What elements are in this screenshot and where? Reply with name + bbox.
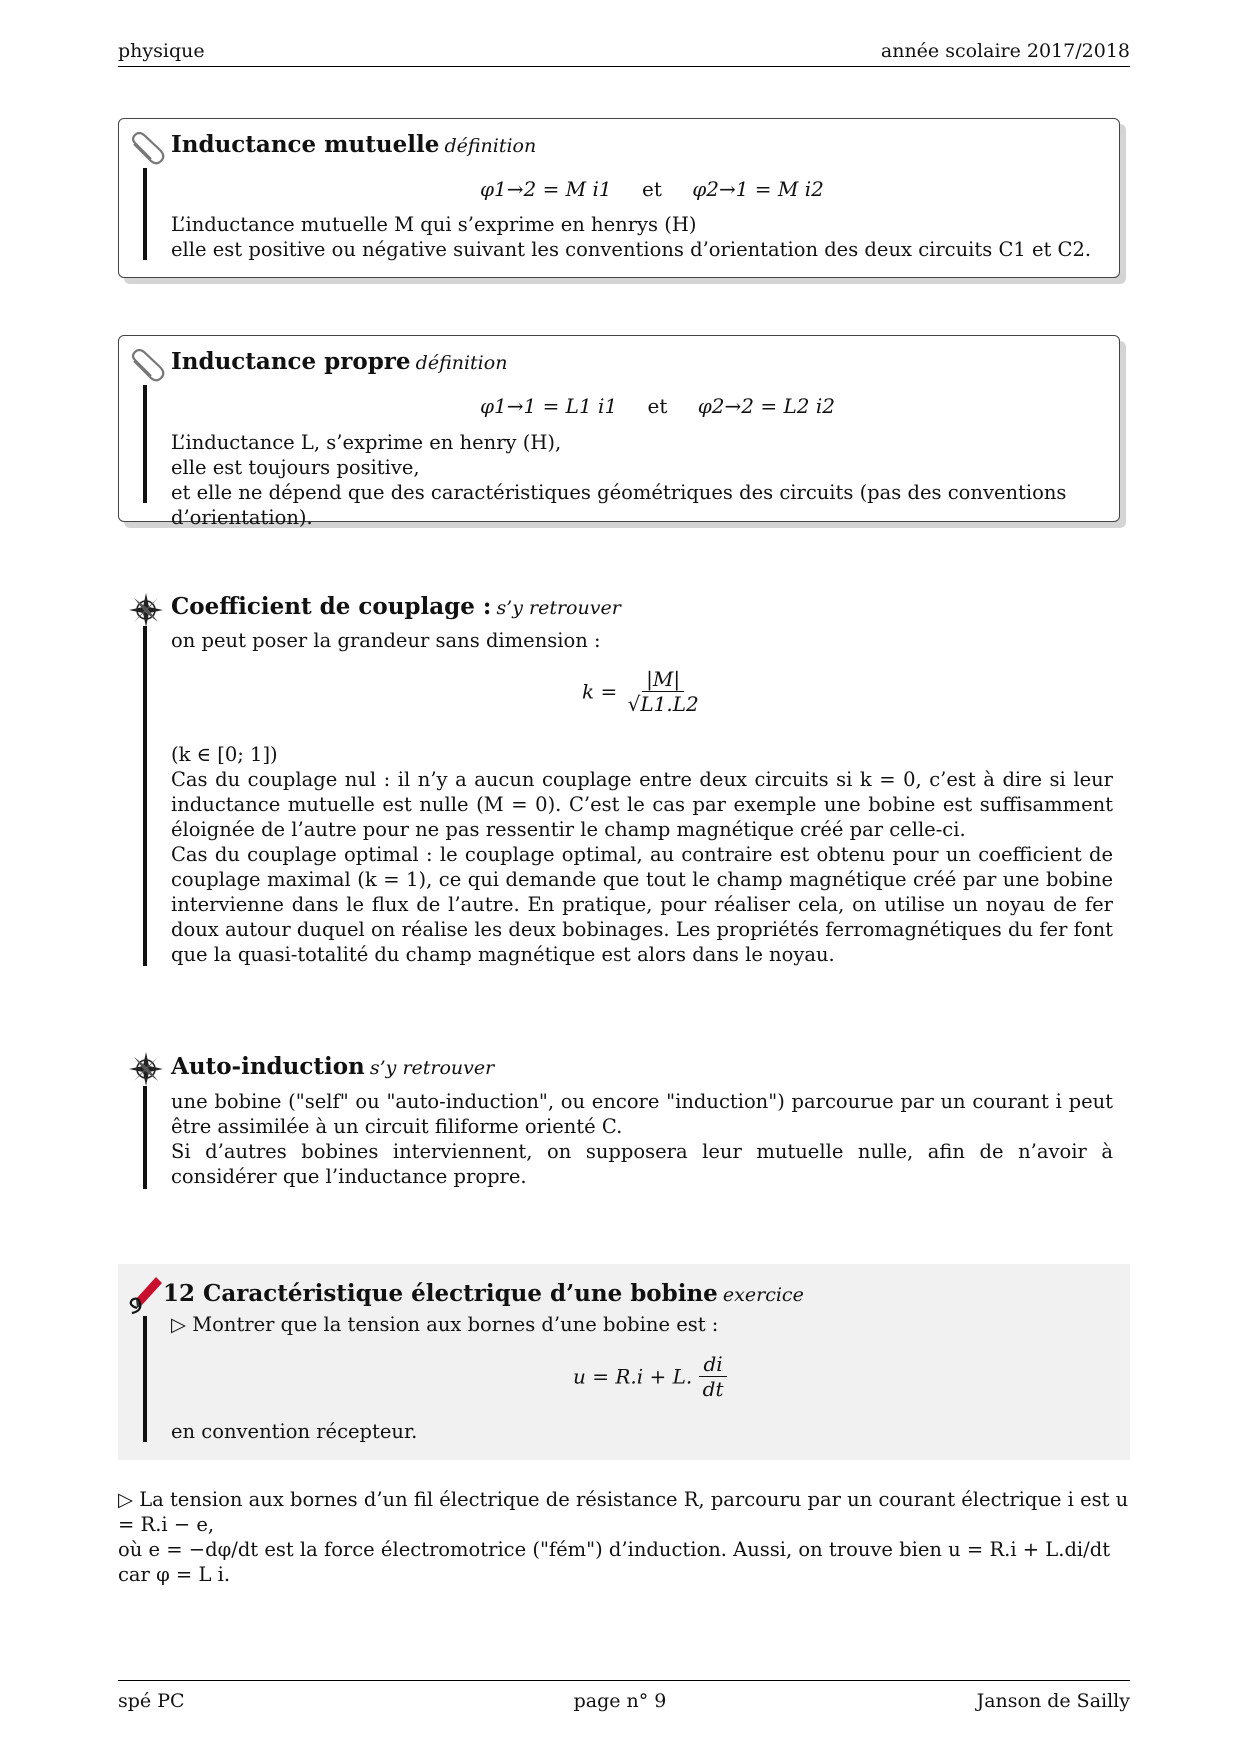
exercise-eq-fraction bbox=[699, 1352, 728, 1401]
section3-p2: Cas du couplage optimal : le couplage optimal, au contraire est obtenu pour un coefficient de couplage maximal (k = 1), ce qui demande que tout le champ magnétique créé par une bobine intervienne dans le flux de l’autre. En pratique, pour réaliser cela, on utilise un noyau de fer doux autour duquel on réalise les deux bobinages. Les propriétés ferromagnétiques du fer font que la quasi-totalité du champ magnétique est alors dans le noyau. bbox=[171, 843, 1113, 966]
section4-p2: Si d’autres bobines interviennent, on supposera leur mutuelle nulle, afin de n’avoir à considérer que l’inductance propre. bbox=[171, 1140, 1113, 1188]
section4-title: Auto-induction bbox=[171, 1053, 365, 1080]
exercise-title: 12 Caractéristique électrique d’une bobine bbox=[163, 1280, 718, 1307]
section3-left-bar bbox=[143, 626, 147, 966]
exercise-heading bbox=[163, 1280, 804, 1307]
footer-right: Janson de Sailly bbox=[976, 1690, 1130, 1712]
exercise-tag: exercice bbox=[722, 1284, 804, 1306]
box1-line2: elle est positive ou négative suivant les conventions d’orientation des deux circuits C1 et C2. bbox=[171, 238, 1092, 261]
section3-p1: Cas du couplage nul : il n’y a aucun couplage entre deux circuits si k = 0, c’est à dire si leur inductance mutuelle est nulle (M = 0). C’est le cas par exemple une bobine est suffisamment éloignée de l’autre pour ne pas ressentir le champ magnétique créé par celle-ci. bbox=[171, 768, 1113, 841]
coupling-eq-num: |M| bbox=[642, 667, 684, 692]
box1-text bbox=[171, 212, 1101, 262]
box1-eq-right: φ2→1 = M i2 bbox=[692, 177, 824, 201]
paperclip-icon bbox=[126, 132, 166, 170]
section4-body bbox=[171, 1089, 1113, 1189]
compass-rose-icon bbox=[128, 1051, 164, 1087]
exercise-eq-lhs: u = R.i + L. bbox=[573, 1364, 693, 1389]
coupling-eq-lhs: k = bbox=[582, 679, 618, 704]
box1-heading bbox=[171, 131, 536, 158]
exercise-eq-num: di bbox=[699, 1352, 726, 1377]
box1-eq-left: φ1→2 = M i1 bbox=[480, 177, 612, 201]
paperclip-icon bbox=[126, 349, 166, 387]
box1-eq-mid: et bbox=[642, 177, 662, 201]
header-left: physique bbox=[118, 40, 205, 62]
section3-heading bbox=[171, 593, 621, 620]
exercise-left-bar bbox=[143, 1316, 147, 1442]
box2-tag: définition bbox=[415, 352, 508, 374]
box2-eq-right: φ2→2 = L2 i2 bbox=[697, 394, 835, 418]
section4-p1: une bobine ("self" ou "auto-induction", ou encore "induction") parcourue par un courant i peut être assimilée à un circuit filiforme orienté C. bbox=[171, 1090, 1113, 1138]
section3-range: (k ∈ [0; 1]) bbox=[171, 743, 278, 766]
compass-rose-icon bbox=[128, 592, 164, 628]
box2-title: Inductance propre bbox=[171, 348, 411, 375]
exercise-equation bbox=[573, 1352, 727, 1401]
answer-block bbox=[118, 1487, 1130, 1587]
coupling-eq-fraction bbox=[624, 667, 703, 716]
footer-rule bbox=[118, 1680, 1130, 1681]
answer-line1: ▷ La tension aux bornes d’un fil électrique de résistance R, parcouru par un courant électrique i est u = R.i − e, bbox=[118, 1488, 1129, 1536]
coupling-equation bbox=[582, 667, 703, 716]
header-right: année scolaire 2017/2018 bbox=[880, 40, 1130, 62]
box2-text bbox=[171, 430, 1121, 530]
section4-left-bar bbox=[143, 1086, 147, 1189]
quill-pen-icon bbox=[126, 1275, 164, 1315]
section4-heading bbox=[171, 1053, 494, 1080]
box2-line1: L’inductance L, s’exprime en henry (H), bbox=[171, 431, 562, 454]
section3-title: Coefficient de couplage : bbox=[171, 593, 492, 620]
exercise-question: ▷ Montrer que la tension aux bornes d’une bobine est : bbox=[171, 1313, 719, 1336]
section3-body bbox=[171, 742, 1113, 967]
box2-eq-mid: et bbox=[647, 394, 668, 418]
footer-left: spé PC bbox=[118, 1690, 185, 1712]
box2-eq-left: φ1→1 = L1 i1 bbox=[480, 394, 618, 418]
box1-equation bbox=[480, 177, 824, 201]
box2-line3: et elle ne dépend que des caractéristiques géométriques des circuits (pas des conventions d’orientation). bbox=[171, 481, 1067, 529]
box1-left-bar bbox=[143, 168, 147, 260]
box2-line2: elle est toujours positive, bbox=[171, 456, 420, 479]
coupling-eq-den: √L1.L2 bbox=[627, 692, 699, 716]
exercise-eq-den: dt bbox=[702, 1377, 724, 1401]
box2-left-bar bbox=[143, 385, 147, 503]
section3-intro: on peut poser la grandeur sans dimension : bbox=[171, 629, 601, 652]
section3-tag: s’y retrouver bbox=[496, 597, 621, 619]
box1-tag: définition bbox=[444, 135, 537, 157]
answer-line2: où e = −dφ/dt est la force électromotrice ("fém") d’induction. Aussi, on trouve bien u = R.i + L.di/dt car φ = L i. bbox=[118, 1538, 1111, 1586]
box2-heading bbox=[171, 348, 507, 375]
box2-equation bbox=[480, 394, 835, 418]
exercise-conclusion: en convention récepteur. bbox=[171, 1420, 418, 1443]
header-rule bbox=[118, 66, 1130, 67]
section4-tag: s’y retrouver bbox=[369, 1057, 495, 1079]
box1-line1: L’inductance mutuelle M qui s’exprime en henrys (H) bbox=[171, 213, 697, 236]
footer-center: page n° 9 bbox=[573, 1690, 667, 1712]
box1-title: Inductance mutuelle bbox=[171, 131, 440, 158]
